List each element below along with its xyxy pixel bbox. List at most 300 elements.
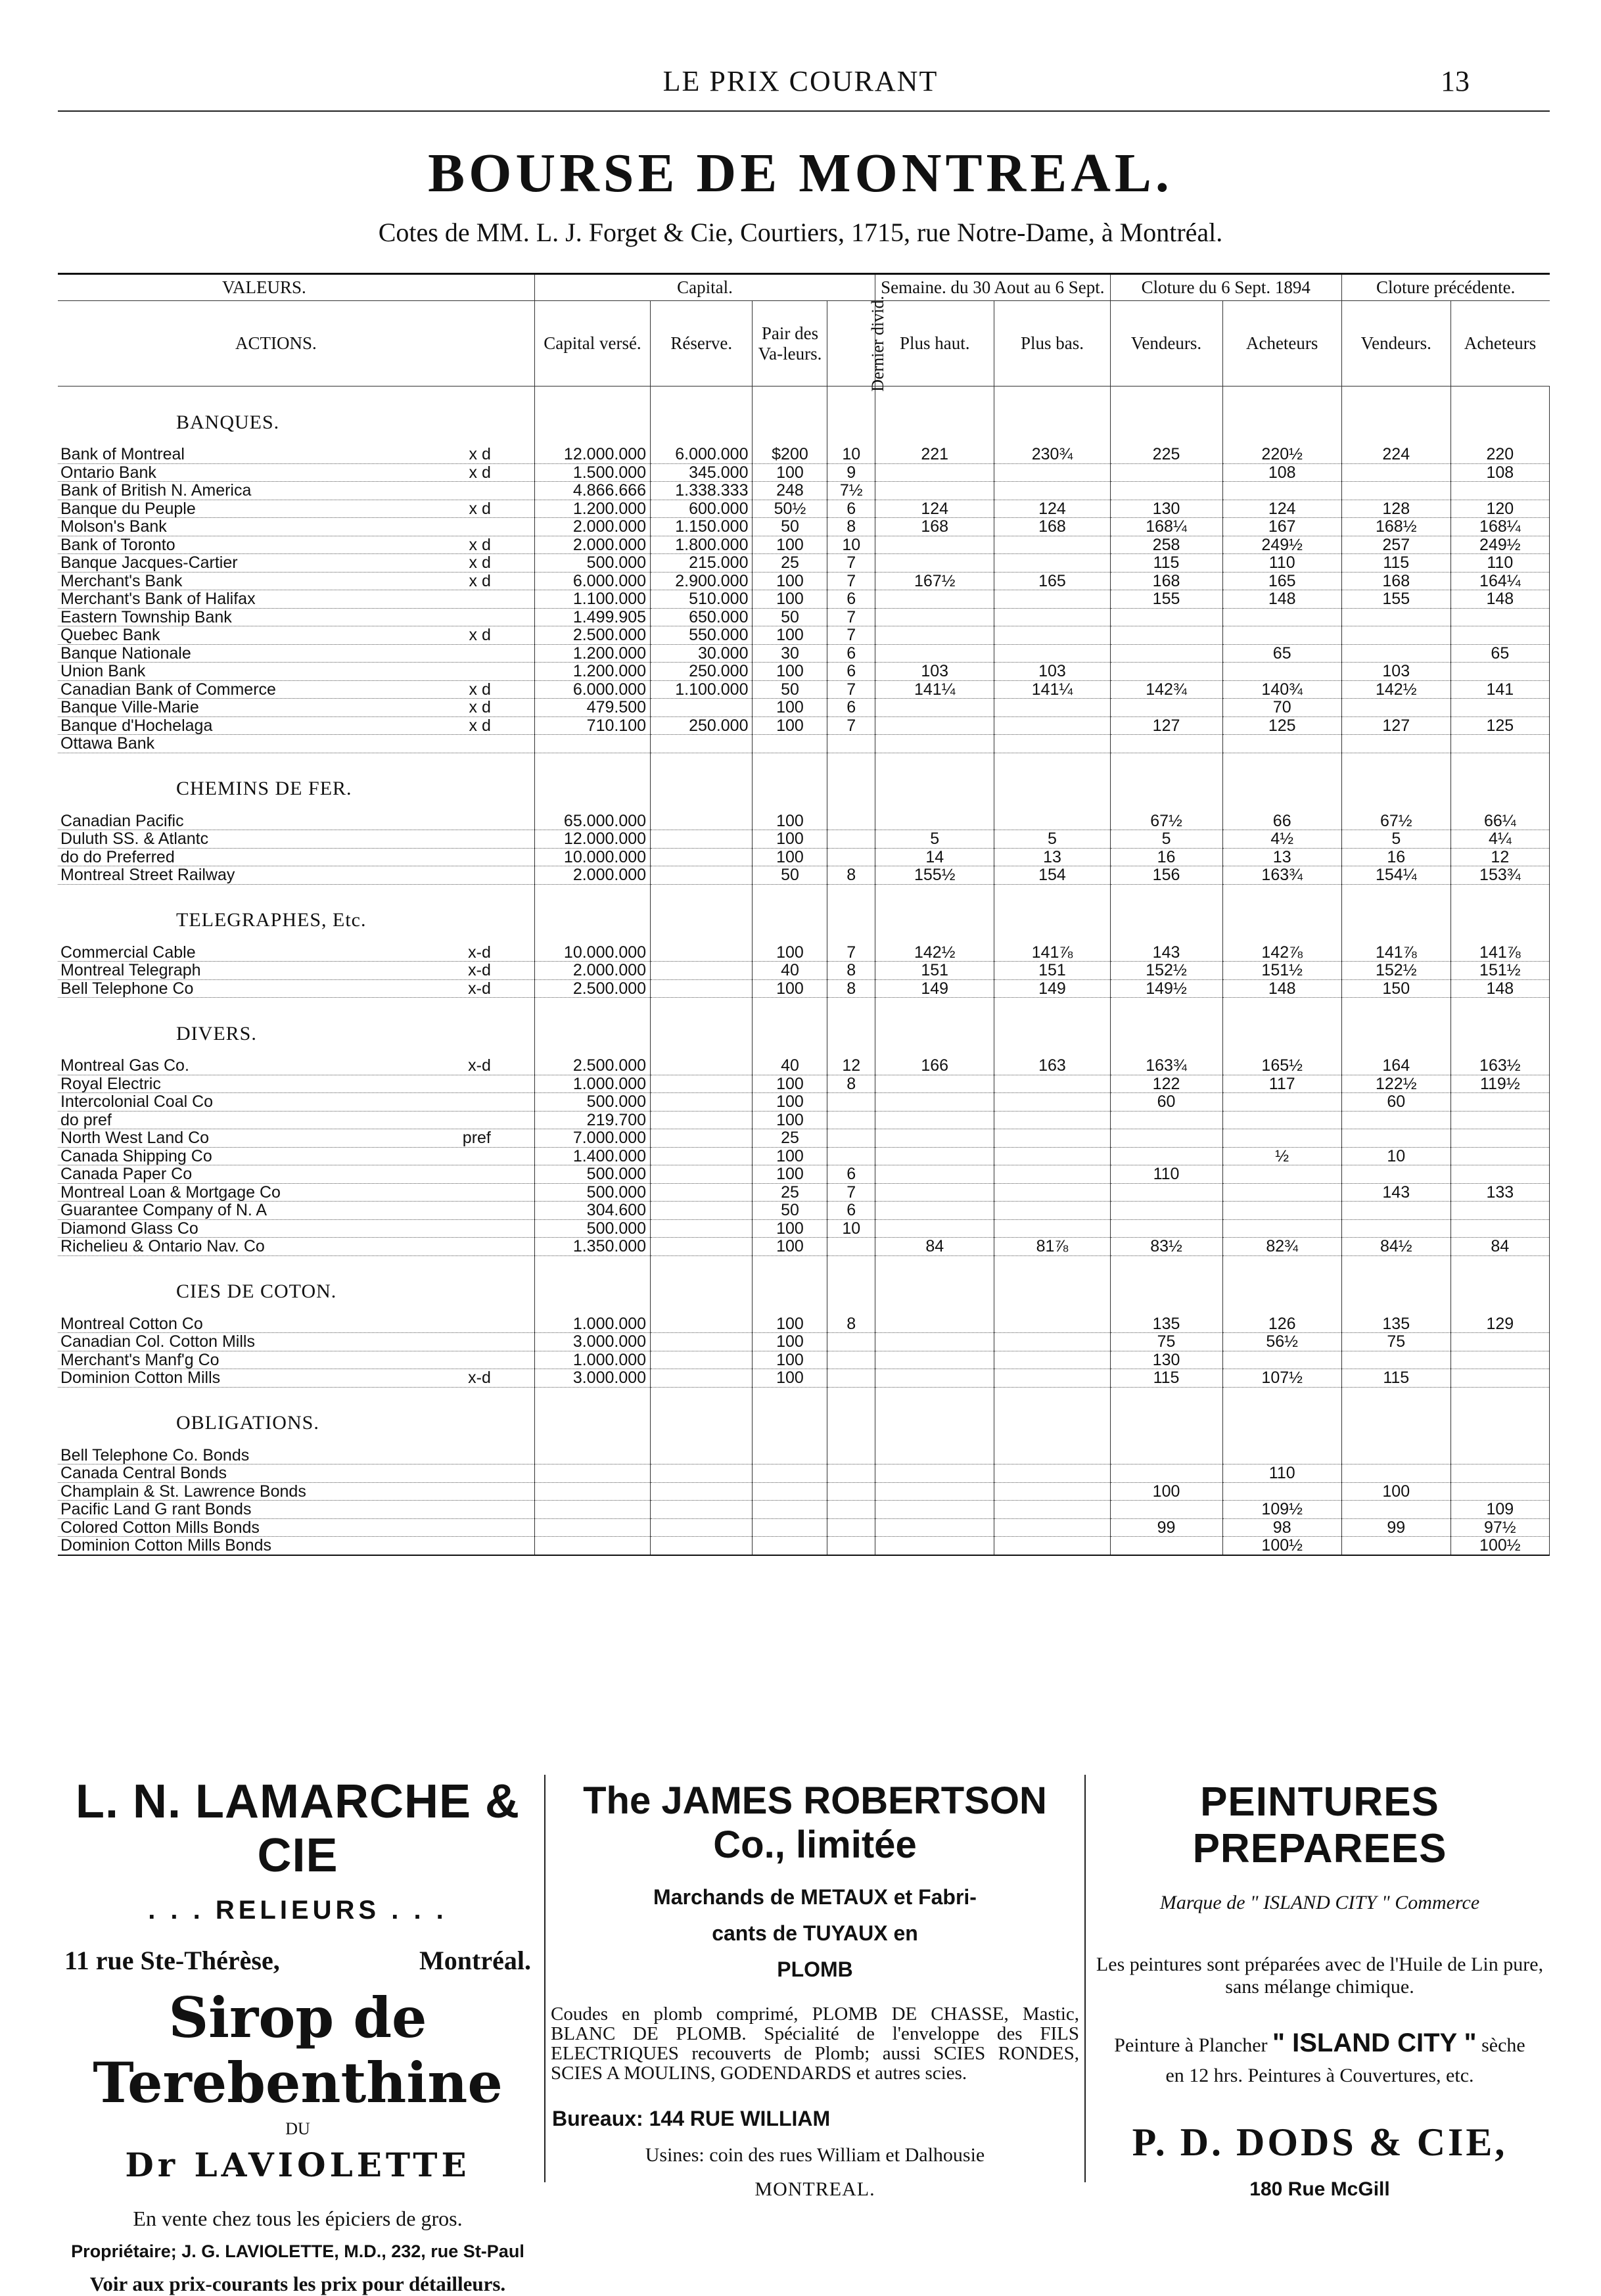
cell-plus-haut [875, 1075, 994, 1093]
cell-reserve [651, 699, 753, 717]
cell-acheteurs: 98 [1222, 1518, 1341, 1537]
cell-plus-haut [875, 482, 994, 500]
cell-pair: 100 [753, 848, 827, 866]
table-row [58, 1238, 1550, 1256]
cell-acheteurs-precedent: 108 [1450, 463, 1549, 482]
cell-acheteurs: 125 [1222, 716, 1341, 735]
cell-reserve [651, 1464, 753, 1483]
cell-vendeurs-precedent [1341, 1501, 1450, 1519]
security-label: Dominion Cotton Mills [60, 1369, 221, 1388]
cell-vendeurs-precedent [1341, 1351, 1450, 1369]
cell-plus-haut [875, 554, 994, 573]
cell-vendeurs-precedent: 224 [1341, 446, 1450, 463]
cell-plus-bas [994, 1333, 1110, 1351]
cell-acheteurs-precedent [1450, 1111, 1549, 1129]
security-name [58, 979, 534, 998]
cell-acheteurs-precedent: 164¼ [1450, 572, 1549, 590]
cell-vendeurs: 16 [1110, 848, 1222, 866]
cell-capital-verse: 1.000.000 [534, 1351, 650, 1369]
cell-dernier-divid: 10 [827, 1219, 875, 1238]
cell-dernier-divid [827, 1447, 875, 1464]
cell-vendeurs-precedent: 60 [1341, 1093, 1450, 1112]
cell-plus-bas [994, 1464, 1110, 1483]
cell-reserve [651, 979, 753, 998]
security-label: Commercial Cable [60, 943, 196, 962]
security-label: Montreal Street Railway [60, 866, 235, 885]
cell-plus-haut: 5 [875, 830, 994, 849]
cell-dernier-divid: 10 [827, 446, 875, 463]
section-header [58, 387, 1550, 446]
cell-capital-verse: 10.000.000 [534, 848, 650, 866]
cell-pair: 100 [753, 1315, 827, 1333]
cell-plus-bas [994, 608, 1110, 626]
cell-acheteurs: 65 [1222, 644, 1341, 663]
table-row [58, 1093, 1550, 1112]
security-name [58, 866, 534, 885]
security-name [58, 1447, 534, 1464]
table-row [58, 1057, 1550, 1075]
table-row [58, 590, 1550, 609]
cell-acheteurs-precedent: 110 [1450, 554, 1549, 573]
security-name [58, 1238, 534, 1256]
cell-vendeurs [1110, 482, 1222, 500]
cell-vendeurs: 163¾ [1110, 1057, 1222, 1075]
lamarche-city: Montréal. [419, 1946, 531, 1975]
cell-reserve: 1.338.333 [651, 482, 753, 500]
cell-reserve [651, 812, 753, 830]
security-name [58, 1518, 534, 1537]
cell-acheteurs-precedent [1450, 1165, 1549, 1184]
cell-pair: 100 [753, 944, 827, 962]
cell-vendeurs-precedent: 257 [1341, 536, 1450, 554]
col-group-cloture: Cloture du 6 Sept. 1894 [1110, 274, 1341, 301]
cell-capital-verse: 2.500.000 [534, 1057, 650, 1075]
cell-acheteurs-precedent [1450, 1351, 1549, 1369]
cell-capital-verse: 1.000.000 [534, 1315, 650, 1333]
table-row [58, 962, 1550, 980]
cell-vendeurs-precedent [1341, 699, 1450, 717]
cell-reserve [651, 1057, 753, 1075]
table-row [58, 518, 1550, 536]
cell-acheteurs-precedent: 125 [1450, 716, 1549, 735]
cell-acheteurs [1222, 1165, 1341, 1184]
security-label: Banque Jacques-Cartier [60, 553, 238, 573]
cell-reserve [651, 1518, 753, 1537]
cell-plus-bas: 154 [994, 866, 1110, 885]
security-name [58, 699, 534, 717]
cell-vendeurs: 130 [1110, 500, 1222, 518]
cell-acheteurs-precedent [1450, 608, 1549, 626]
security-name [58, 463, 534, 482]
cell-vendeurs-precedent: 103 [1341, 663, 1450, 681]
ad-robertson [544, 1775, 1086, 2200]
cell-vendeurs-precedent [1341, 1537, 1450, 1555]
cell-plus-haut [875, 812, 994, 830]
sirop-voir: Voir aux prix-courants les prix pour détailleurs. [89, 2272, 506, 2295]
cell-capital-verse: 2.500.000 [534, 626, 650, 645]
cell-dernier-divid: 8 [827, 518, 875, 536]
cell-pair [753, 735, 827, 753]
sirop-proprietaire: Propriétaire; J. G. LAVIOLETTE, M.D., 232, rue St-Paul [71, 2241, 524, 2261]
cell-vendeurs-precedent [1341, 1219, 1450, 1238]
cell-plus-haut [875, 1447, 994, 1464]
cell-reserve [651, 962, 753, 980]
cell-vendeurs-precedent: 122½ [1341, 1075, 1450, 1093]
cell-acheteurs-precedent: 109 [1450, 1501, 1549, 1519]
table-row [58, 1464, 1550, 1483]
dividend-note: x d [469, 572, 491, 590]
dividend-note: x d [469, 680, 491, 699]
table-row [58, 944, 1550, 962]
security-label: Dominion Cotton Mills Bonds [60, 1536, 271, 1555]
cell-capital-verse [534, 1518, 650, 1537]
security-name [58, 1202, 534, 1220]
security-name [58, 1129, 534, 1148]
cell-vendeurs [1110, 1501, 1222, 1519]
cell-vendeurs: 168¼ [1110, 518, 1222, 536]
table-row [58, 536, 1550, 554]
cell-vendeurs [1110, 1537, 1222, 1555]
cell-acheteurs-precedent: 84 [1450, 1238, 1549, 1256]
security-label: Canada Shipping Co [60, 1147, 212, 1165]
cell-acheteurs [1222, 1129, 1341, 1148]
dividend-note: x d [469, 716, 491, 735]
cell-vendeurs: 149½ [1110, 979, 1222, 998]
cell-reserve [651, 1447, 753, 1464]
cell-vendeurs-precedent: 16 [1341, 848, 1450, 866]
cell-pair [753, 1537, 827, 1555]
cell-vendeurs [1110, 626, 1222, 645]
cell-plus-haut [875, 1147, 994, 1165]
section-title: DIVERS. [58, 998, 534, 1058]
section-title: CIES DE COTON. [58, 1255, 534, 1315]
security-name [58, 626, 534, 645]
table-row [58, 830, 1550, 849]
section-title: OBLIGATIONS. [58, 1387, 534, 1447]
cell-plus-bas: 81⅞ [994, 1238, 1110, 1256]
cell-reserve [651, 1501, 753, 1519]
cell-plus-bas [994, 1537, 1110, 1555]
cell-dernier-divid [827, 1147, 875, 1165]
cell-vendeurs-precedent: 84½ [1341, 1238, 1450, 1256]
cell-acheteurs: 56½ [1222, 1333, 1341, 1351]
table-row [58, 554, 1550, 573]
cell-vendeurs-precedent: 128 [1341, 500, 1450, 518]
cell-acheteurs-precedent: 120 [1450, 500, 1549, 518]
cell-reserve [651, 1333, 753, 1351]
cell-plus-haut [875, 1219, 994, 1238]
cell-vendeurs-precedent [1341, 1464, 1450, 1483]
security-name [58, 1111, 534, 1129]
cell-vendeurs-precedent: 100 [1341, 1482, 1450, 1501]
cell-reserve: 510.000 [651, 590, 753, 609]
security-label: Colored Cotton Mills Bonds [60, 1518, 260, 1537]
cell-plus-haut [875, 1369, 994, 1388]
cell-capital-verse: 500.000 [534, 554, 650, 573]
cell-dernier-divid: 6 [827, 1202, 875, 1220]
security-name [58, 1482, 534, 1501]
cell-plus-bas [994, 590, 1110, 609]
security-name [58, 446, 534, 463]
cell-reserve [651, 1093, 753, 1112]
cell-acheteurs-precedent [1450, 1219, 1549, 1238]
cell-plus-haut: 84 [875, 1238, 994, 1256]
cell-reserve [651, 848, 753, 866]
cell-capital-verse: 1.000.000 [534, 1075, 650, 1093]
cell-dernier-divid [827, 830, 875, 849]
cell-vendeurs-precedent [1341, 1202, 1450, 1220]
security-name [58, 944, 534, 962]
cell-vendeurs [1110, 1111, 1222, 1129]
cell-reserve: 250.000 [651, 663, 753, 681]
cell-reserve: 1.800.000 [651, 536, 753, 554]
cell-pair: 100 [753, 812, 827, 830]
cell-pair: 50 [753, 866, 827, 885]
cell-dernier-divid: 7 [827, 626, 875, 645]
cell-plus-bas [994, 1501, 1110, 1519]
cell-capital-verse: 2.000.000 [534, 866, 650, 885]
cell-capital-verse: 4.866.666 [534, 482, 650, 500]
cell-dernier-divid [827, 1518, 875, 1537]
cell-acheteurs-precedent: 66¼ [1450, 812, 1549, 830]
security-label: Pacific Land G rant Bonds [60, 1500, 252, 1519]
cell-pair: 100 [753, 1333, 827, 1351]
cell-reserve [651, 830, 753, 849]
cell-vendeurs-precedent: 67½ [1341, 812, 1450, 830]
dividend-note: pref [462, 1129, 491, 1148]
cell-plus-haut [875, 536, 994, 554]
cell-vendeurs [1110, 735, 1222, 753]
dods-name: P. D. DODS & CIE, [1132, 2120, 1508, 2164]
cell-reserve [651, 1238, 753, 1256]
table-row [58, 644, 1550, 663]
cell-pair: 25 [753, 1183, 827, 1202]
cell-acheteurs-precedent: 168¼ [1450, 518, 1549, 536]
cell-pair: 50 [753, 608, 827, 626]
cell-acheteurs-precedent [1450, 1447, 1549, 1464]
cell-plus-haut [875, 1518, 994, 1537]
cell-acheteurs-precedent: 119½ [1450, 1075, 1549, 1093]
cell-pair: 100 [753, 1219, 827, 1238]
cell-vendeurs-precedent [1341, 1165, 1450, 1184]
security-name [58, 590, 534, 609]
cell-reserve [651, 1111, 753, 1129]
cell-pair [753, 1518, 827, 1537]
cell-acheteurs: 66 [1222, 812, 1341, 830]
cell-dernier-divid [827, 735, 875, 753]
cell-acheteurs-precedent: 220 [1450, 446, 1549, 463]
cell-reserve [651, 866, 753, 885]
security-label: Eastern Township Bank [60, 608, 232, 626]
cell-plus-bas [994, 1369, 1110, 1388]
cell-acheteurs-precedent: 12 [1450, 848, 1549, 866]
cell-acheteurs-precedent [1450, 1093, 1549, 1112]
peintures-para2 [1090, 2028, 1550, 2058]
security-name [58, 735, 534, 753]
security-label: Merchant's Bank [60, 572, 183, 590]
cell-plus-bas: 149 [994, 979, 1110, 998]
page-number: 13 [1441, 65, 1470, 97]
cell-pair: 100 [753, 1369, 827, 1388]
table-row [58, 1501, 1550, 1519]
security-label: Bank of Montreal [60, 446, 185, 464]
cell-capital-verse: 6.000.000 [534, 680, 650, 699]
cell-plus-bas [994, 1447, 1110, 1464]
cell-plus-haut [875, 1129, 994, 1148]
page-title: BOURSE DE MONTREAL. [428, 143, 1173, 204]
cell-vendeurs-precedent [1341, 626, 1450, 645]
cell-plus-haut [875, 608, 994, 626]
security-label: Bank of Toronto [60, 536, 175, 554]
table-row [58, 812, 1550, 830]
cell-acheteurs-precedent [1450, 626, 1549, 645]
cell-plus-bas [994, 644, 1110, 663]
security-name [58, 1351, 534, 1369]
cell-pair [753, 1501, 827, 1519]
cell-plus-haut: 151 [875, 962, 994, 980]
cell-acheteurs: 220½ [1222, 446, 1341, 463]
cell-dernier-divid [827, 1501, 875, 1519]
cell-plus-haut [875, 626, 994, 645]
cell-dernier-divid: 8 [827, 979, 875, 998]
section-header [58, 884, 1550, 944]
cell-acheteurs: 4½ [1222, 830, 1341, 849]
cell-vendeurs: 135 [1110, 1315, 1222, 1333]
cell-vendeurs-precedent: 142½ [1341, 680, 1450, 699]
cell-reserve [651, 1129, 753, 1148]
robertson-usines: Usines: coin des rues William et Dalhousie [645, 2144, 985, 2166]
cell-vendeurs: 156 [1110, 866, 1222, 885]
cell-capital-verse: 304.600 [534, 1202, 650, 1220]
security-name [58, 1501, 534, 1519]
security-name [58, 1315, 534, 1333]
security-name [58, 812, 534, 830]
cell-acheteurs: 13 [1222, 848, 1341, 866]
cell-dernier-divid: 8 [827, 1075, 875, 1093]
cell-plus-bas [994, 1183, 1110, 1202]
cell-capital-verse [534, 1447, 650, 1464]
cell-plus-haut [875, 463, 994, 482]
cell-reserve [651, 1147, 753, 1165]
col-plus-haut: Plus haut. [875, 301, 994, 387]
cell-vendeurs-precedent [1341, 1447, 1450, 1464]
cell-capital-verse: 1.499.905 [534, 608, 650, 626]
cell-capital-verse: 479.500 [534, 699, 650, 717]
cell-vendeurs [1110, 1464, 1222, 1483]
cell-dernier-divid [827, 1537, 875, 1555]
security-label: Molson's Bank [60, 517, 167, 536]
cell-vendeurs: 155 [1110, 590, 1222, 609]
cell-plus-bas: 165 [994, 572, 1110, 590]
cell-acheteurs: 151½ [1222, 962, 1341, 980]
security-label: Ontario Bank [60, 463, 156, 482]
cell-acheteurs-precedent: 151½ [1450, 962, 1549, 980]
robertson-city: MONTREAL. [754, 2178, 875, 2200]
cell-capital-verse [534, 1501, 650, 1519]
cell-capital-verse: 12.000.000 [534, 830, 650, 849]
dividend-note: x d [469, 463, 491, 482]
cell-acheteurs-precedent: 97½ [1450, 1518, 1549, 1537]
cell-acheteurs-precedent: 133 [1450, 1183, 1549, 1202]
cell-reserve [651, 1537, 753, 1555]
cell-plus-bas [994, 1202, 1110, 1220]
security-label: do do Preferred [60, 848, 175, 866]
cell-vendeurs-precedent: 152½ [1341, 962, 1450, 980]
cell-capital-verse: 710.100 [534, 716, 650, 735]
security-label: Montreal Telegraph [60, 961, 201, 980]
cell-acheteurs [1222, 735, 1341, 753]
security-name [58, 1147, 534, 1165]
cell-acheteurs: 117 [1222, 1075, 1341, 1093]
cell-vendeurs-precedent: 115 [1341, 1369, 1450, 1388]
cell-plus-bas [994, 482, 1110, 500]
section-header [58, 753, 1550, 812]
cell-acheteurs-precedent: 129 [1450, 1315, 1549, 1333]
table-row [58, 1183, 1550, 1202]
cell-acheteurs: 249½ [1222, 536, 1341, 554]
cell-plus-bas [994, 1075, 1110, 1093]
dividend-note: x-d [468, 961, 491, 980]
cell-pair: 100 [753, 463, 827, 482]
cell-pair: 100 [753, 590, 827, 609]
cell-pair: 100 [753, 699, 827, 717]
cell-acheteurs-precedent [1450, 1464, 1549, 1483]
security-label: Canada Central Bonds [60, 1464, 227, 1483]
stock-quotes-table [58, 273, 1550, 1556]
cell-acheteurs: 142⅞ [1222, 944, 1341, 962]
cell-pair: 100 [753, 830, 827, 849]
cell-vendeurs: 99 [1110, 1518, 1222, 1537]
table-row [58, 1111, 1550, 1129]
col-acheteurs-precedent: Acheteurs [1450, 301, 1549, 387]
security-name [58, 644, 534, 663]
col-group-semaine: Semaine. du 30 Aout au 6 Sept. [875, 274, 1111, 301]
cell-acheteurs: 148 [1222, 590, 1341, 609]
cell-pair: 100 [753, 1075, 827, 1093]
cell-vendeurs [1110, 644, 1222, 663]
cell-pair: 100 [753, 626, 827, 645]
cell-vendeurs-precedent [1341, 644, 1450, 663]
cell-pair: 248 [753, 482, 827, 500]
cell-vendeurs: 100 [1110, 1482, 1222, 1501]
security-name [58, 1075, 534, 1093]
header-rule [58, 110, 1550, 112]
cell-plus-haut [875, 1464, 994, 1483]
robertson-description: Coudes en plomb comprimé, PLOMB DE CHASSE, Mastic, BLANC DE PLOMB. Spécialité de l'enveloppe des FILS ELECTRIQUES recouverts de Plomb; aussi SCIES RONDES, SCIES A MOULINS, GODENDARDS et autres scies. [551, 2003, 1079, 2084]
security-label: Richelieu & Ontario Nav. Co [60, 1237, 265, 1256]
security-name [58, 680, 534, 699]
cell-acheteurs: 108 [1222, 463, 1341, 482]
cell-plus-haut [875, 644, 994, 663]
cell-capital-verse: 3.000.000 [534, 1333, 650, 1351]
security-label: Bell Telephone Co. Bonds [60, 1446, 250, 1464]
security-name [58, 1369, 534, 1388]
lamarche-name: L. N. LAMARCHE & CIE [76, 1775, 520, 1882]
cell-dernier-divid: 6 [827, 500, 875, 518]
cell-pair: 100 [753, 663, 827, 681]
robertson-name: The JAMES ROBERTSON Co., limitée [583, 1779, 1047, 1866]
col-pair: Pair des Va-leurs. [753, 301, 827, 387]
cell-acheteurs-precedent: 153¾ [1450, 866, 1549, 885]
cell-pair [753, 1482, 827, 1501]
cell-acheteurs-precedent [1450, 1147, 1549, 1165]
cell-acheteurs: 107½ [1222, 1369, 1341, 1388]
cell-pair: 25 [753, 554, 827, 573]
cell-capital-verse: 1.350.000 [534, 1238, 650, 1256]
cell-dernier-divid [827, 1129, 875, 1148]
cell-pair: 40 [753, 1057, 827, 1075]
peintures-para2-pre: Peinture à Plancher [1114, 2034, 1268, 2056]
